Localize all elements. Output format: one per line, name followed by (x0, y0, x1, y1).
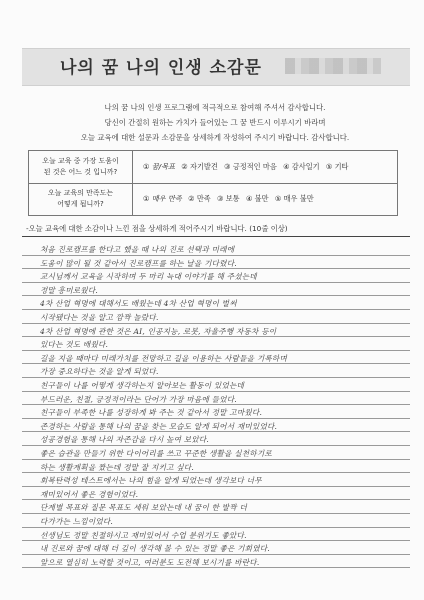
option-other[interactable]: ⑤ 기타 (325, 162, 349, 171)
intro-text (40, 100, 390, 145)
intro-line: 당신이 간절히 원하는 가치가 들어있는 그 꿈 반드시 이루시기 바라며 (104, 118, 326, 127)
handwriting-line: 교시님께서 교육을 시작하며 두 마리 늑대 이야기를 해 주셨는데 (40, 272, 257, 282)
option-satisfied[interactable]: ② 만족 (188, 194, 211, 203)
redacted-name (285, 58, 381, 74)
handwriting-line: 시작됐다는 것을 알고 깜짝 놀랐다. (40, 313, 159, 322)
options-helpful (143, 162, 353, 172)
survey-row-satisfaction (29, 183, 397, 215)
option-very-satisfied-checked[interactable]: ① 매우 만족 (143, 194, 182, 203)
survey-table (28, 150, 398, 216)
handwriting-line: 하는 생활계획을 짰는데 정말 잘 지키고 싶다. (40, 462, 194, 472)
handwriting-line: 있다는 것도 배웠다. (40, 340, 109, 350)
option-neutral[interactable]: ③ 보통 (217, 194, 240, 203)
handwriting-line: 단계별 목표와 질문 목표도 세워 보았는데 내 꿈이 한 발짝 더 (40, 503, 247, 513)
handwriting-line: 4차 산업 혁명에 대해서도 배웠는데 4차 산업 혁명이 벌써 (40, 299, 237, 309)
question-satisfaction: 오늘 교육의 만족도는 어떻게 됩니까? (29, 183, 133, 215)
comment-prompt: -오늘 교육에 대한 소감이나 느낀 점을 상세하게 적어주시기 바랍니다. (10줄 이상) (26, 224, 288, 233)
handwriting-line: 친구들이 부족한 나를 성장하게 봐 주는 것 같아서 정말 고마웠다. (40, 408, 263, 418)
question-helpful: 오늘 교육 중 가장 도움이 된 것은 어느 것 입니까? (29, 151, 133, 183)
handwriting-line: 회복탄력성 테스트에서는 나의 힘을 알게 되었는데 생각보다 너무 (40, 476, 262, 486)
handwriting-line: 좋은 습관을 만들기 위한 다이어리를 쓰고 꾸준한 생활을 실천하기로 (40, 449, 272, 458)
handwriting-line: 도움이 많이 될 것 같아서 진로캠프를 하는 날을 기다렸다. (40, 258, 237, 268)
handwriting-line: 다가가는 느낌이었다. (40, 517, 114, 526)
handwriting-line: 친구들이 나를 어떻게 생각하는지 알아보는 활동이 있었는데 (40, 381, 245, 390)
intro-line: 나의 꿈 나의 인생 프로그램에 적극적으로 참여해 주셔서 감사합니다. (104, 103, 326, 112)
handwriting-line: 존경하는 사람을 통해 나의 꿈을 찾는 모습도 알게 되어서 재미있었다. (40, 421, 278, 431)
option-positive-mind[interactable]: ③ 긍정적인 마음 (224, 162, 277, 171)
handwriting-line: 부드러운, 친절, 긍정적이라는 단어가 가장 마음에 들었다. (40, 394, 237, 404)
option-gratitude-diary[interactable]: ④ 감사일기 (283, 162, 320, 171)
handwriting-line: 내 진로와 꿈에 대해 더 깊이 생각해 볼 수 있는 정말 좋은 기회였다. (40, 544, 270, 554)
handwriting-line: 4차 산업 혁명에 관한 것은 AI, 인공지능, 로봇, 자율주행 자동차 등이 (40, 326, 277, 336)
handwriting-line: 재미있어서 좋은 경험이었다. (40, 489, 139, 499)
handwriting-line: 가장 중요하다는 것을 알게 되었다. (40, 367, 159, 377)
document-title: 나의 꿈 나의 인생 소감문 (60, 58, 262, 78)
option-self-discovery[interactable]: ② 자기발견 (181, 162, 218, 171)
handwriting-line: 앞으로 열심히 노력할 것이고, 여러분도 도전해 보시기를 바란다. (40, 557, 260, 567)
survey-row-helpful (29, 151, 397, 184)
options-satisfaction (143, 194, 318, 204)
intro-line: 오늘 교육에 대한 설문과 소감문을 상세하게 작성하여 주시기 바랍니다. 감사합니다. (80, 133, 350, 142)
option-unsatisfied[interactable]: ④ 불만 (245, 194, 269, 203)
option-very-unsatisfied[interactable]: ⑤ 매우 불만 (274, 194, 314, 203)
handwriting-line: 선생님도 정말 친절하시고 재미있어서 수업 분위기도 좋았다. (40, 530, 247, 540)
handwriting-line: 처음 진로캠프를 한다고 했을 때 나의 진로 선택과 미래에 (40, 245, 235, 254)
handwriting-line: 길을 지을 때마다 미래가치를 전망하고 길을 이용하는 사람들을 기록하며 (40, 353, 287, 363)
handwriting-line: 성공경험을 통해 나의 자존감을 다시 높여 보았다. (40, 435, 210, 445)
handwriting-line: 정말 흥미로웠다. (40, 285, 98, 295)
option-dream-goal-checked[interactable]: ① 꿈/목표 (143, 162, 175, 171)
